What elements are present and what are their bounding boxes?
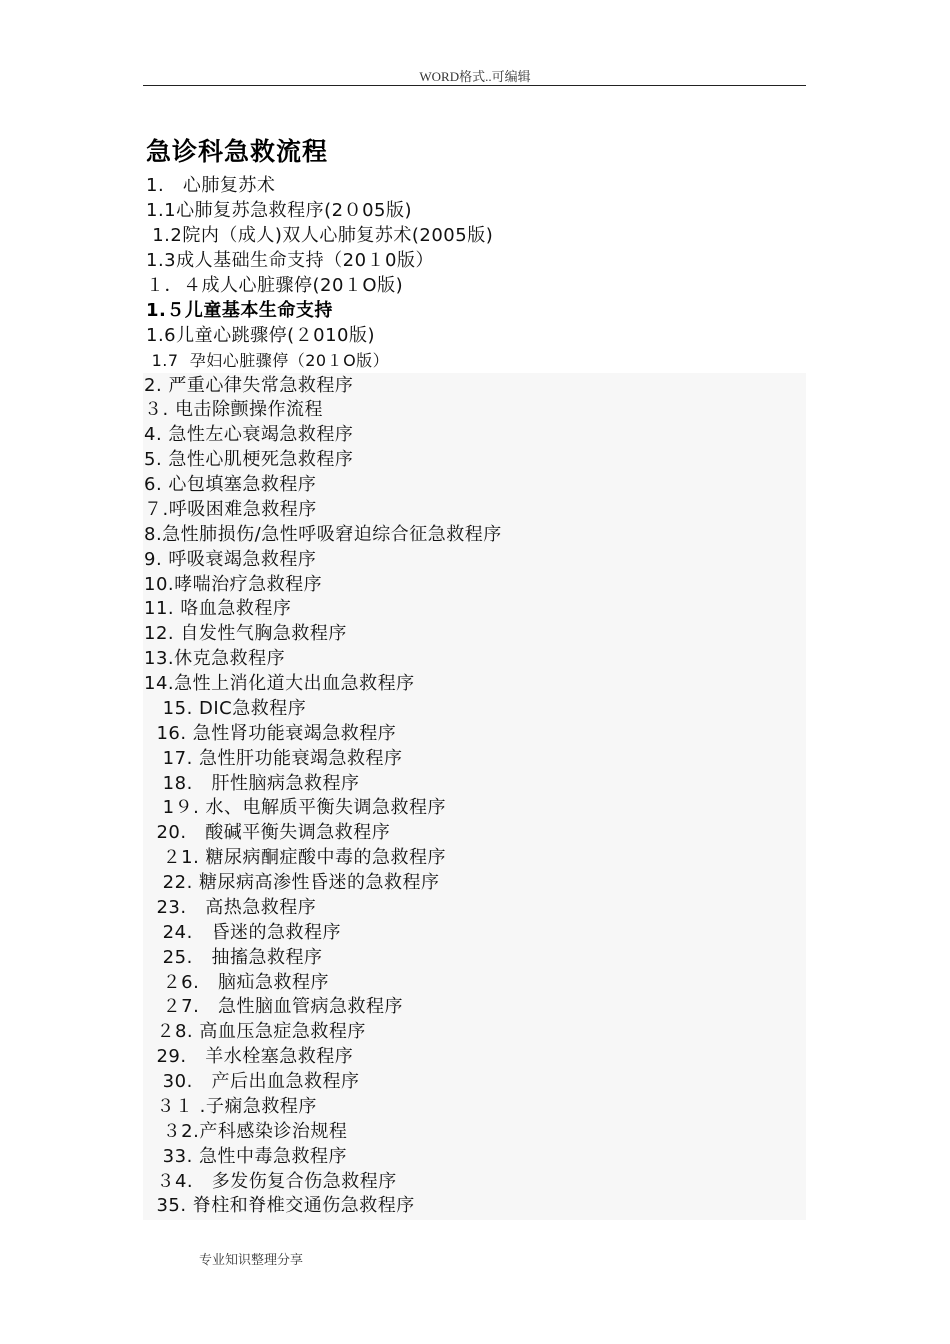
list-item: 15. DIC急救程序: [144, 698, 307, 719]
list-item: 17. 急性肝功能衰竭急救程序: [144, 748, 403, 769]
list-item: 25. 抽搐急救程序: [144, 947, 323, 968]
list-item: 1９. 水、电解质平衡失调急救程序: [144, 797, 447, 818]
page-footer: 专业知识整理分享: [199, 1253, 304, 1268]
list-item: ２6. 脑疝急救程序: [144, 972, 330, 993]
list-item: 1.7 孕妇心脏骤停（20１O版）: [146, 351, 390, 370]
list-item: 1.2院内（成人)双人心肺复苏术(2005版): [146, 225, 494, 246]
list-item: 1.５儿童基本生命支持: [146, 300, 333, 321]
list-item: 9. 呼吸衰竭急救程序: [144, 549, 317, 570]
list-item: 6. 心包填塞急救程序: [144, 474, 317, 495]
list-item: 20. 酸碱平衡失调急救程序: [144, 822, 391, 843]
list-item: 30. 产后出血急救程序: [144, 1071, 360, 1092]
list-item: 23. 高热急救程序: [144, 897, 317, 918]
list-item: 1.6儿童心跳骤停(２010版): [146, 325, 376, 346]
list-item: ７.呼吸困难急救程序: [144, 499, 317, 520]
page-header: WORD格式..可编辑: [419, 69, 531, 84]
list-item: 5. 急性心肌梗死急救程序: [144, 449, 354, 470]
list-item: 24. 昏迷的急救程序: [144, 922, 341, 943]
list-item: 14.急性上消化道大出血急救程序: [144, 673, 415, 694]
list-item: 33. 急性中毒急救程序: [144, 1146, 348, 1167]
list-item: 1. 心肺复苏术: [146, 175, 276, 196]
list-item: ３4. 多发伤复合伤急救程序: [144, 1171, 397, 1192]
list-item: 1.3成人基础生命支持（20１0版）: [146, 250, 434, 271]
list-item: 8.急性肺损伤/急性呼吸窘迫综合征急救程序: [144, 524, 502, 545]
list-item: ２1. 糖尿病酮症酸中毒的急救程序: [144, 847, 447, 868]
list-item: 22. 糖尿病高渗性昏迷的急救程序: [144, 872, 440, 893]
list-item: ２8. 高血压急症急救程序: [144, 1021, 366, 1042]
list-item: 4. 急性左心衰竭急救程序: [144, 424, 354, 445]
list-item: ３. 电击除颤操作流程: [144, 399, 323, 420]
list-item: 10.哮喘治疗急救程序: [144, 574, 323, 595]
list-item: ３１ .子痫急救程序: [144, 1096, 317, 1117]
list-item: 13.休克急救程序: [144, 648, 286, 669]
list-item: 16. 急性肾功能衰竭急救程序: [144, 723, 397, 744]
list-item: １．４成人心脏骤停(20１O版): [146, 275, 404, 296]
document-title: 急诊科急救流程: [146, 137, 329, 166]
list-item: 2. 严重心律失常急救程序: [144, 375, 354, 396]
list-item: 12. 自发性气胸急救程序: [144, 623, 347, 644]
list-item: 11. 咯血急救程序: [144, 598, 292, 619]
list-item: ２7. 急性脑血管病急救程序: [144, 996, 404, 1017]
list-item: 18. 肝性脑病急救程序: [144, 773, 360, 794]
list-item: ３2.产科感染诊治规程: [144, 1121, 348, 1142]
list-item: 29. 羊水栓塞急救程序: [144, 1046, 354, 1067]
list-item: 1.1心肺复苏急救程序(2０05版): [146, 200, 413, 221]
list-item: 35. 脊柱和脊椎交通伤急救程序: [144, 1195, 415, 1216]
